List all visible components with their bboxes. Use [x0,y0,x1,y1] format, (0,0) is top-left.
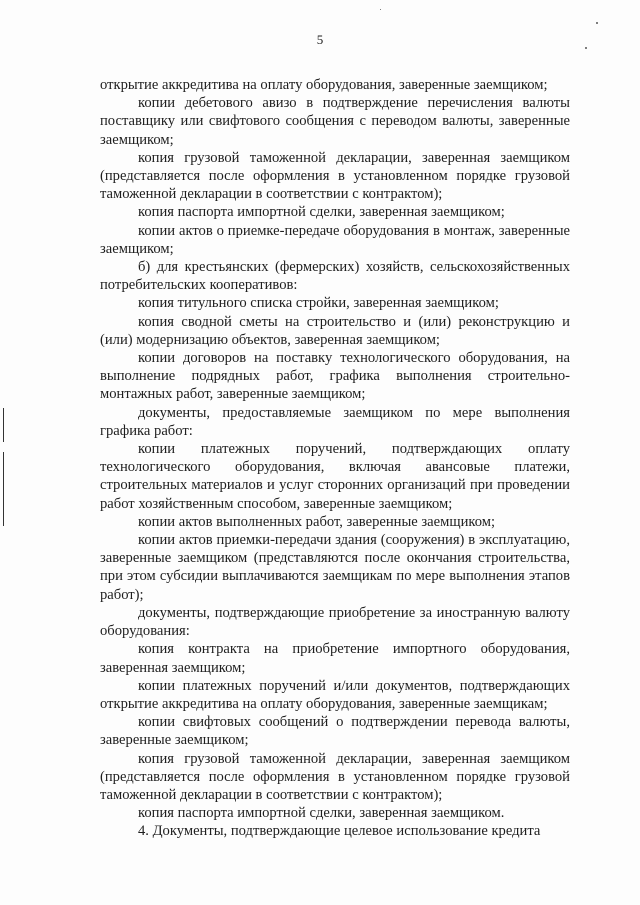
paragraph: б) для крестьянских (фермерских) хозяйств, сельскохозяйственных потребительских кооперативов: [100,259,570,294]
paragraph: копии свифтовых сообщений о подтверждении перевода валюты, заверенные заемщиком; [100,714,570,749]
paragraph: документы, подтверждающие приобретение за иностранную валюту оборудования: [100,604,570,640]
document-body [100,76,570,841]
paragraph: копия грузовой таможенной декларации, заверенная заемщиком (представляется после оформления в установленном порядке грузовой таможенной декларации в соответствии с контрактом); [100,750,570,803]
paragraph: копии дебетового авизо в подтверждение перечисления валюты поставщику или свифтового сообщения с переводом валюты, заверенные заемщиком; [100,95,570,148]
page-number: 5 [316,32,324,47]
scan-artifact-left-edge [3,408,4,442]
paragraph: документы, предоставляемые заемщиком по мере выполнения графика работ: [100,404,570,439]
scan-artifact-dot [585,47,587,49]
scan-artifact-left-edge [3,452,4,526]
paragraph: копия грузовой таможенной декларации, заверенная заемщиком (представляется после оформления в установленном порядке грузовой таможенной декларации в соответствии с контрактом); [100,149,570,203]
paragraph: 4. Документы, подтверждающие целевое использование кредита [138,823,541,840]
paragraph: копия паспорта импортной сделки, заверенная заемщиком. [138,805,505,822]
paragraph: копия титульного списка стройки, заверенная заемщиком; [138,295,499,312]
paragraph: открытие аккредитива на оплату оборудования, заверенные заемщиком; [100,77,548,93]
paragraph: копии актов выполненных работ, заверенные заемщиком; [138,513,496,530]
paragraph: копия сводной сметы на строительство и (или) реконструкцию и (или) модернизацию объектов, заверенная заемщиком; [100,313,570,348]
paragraph: копии платежных поручений, подтверждающих оплату технологического оборудования, включая авансовые платежи, строительных материалов и услуг сторонних организаций при проведении работ хозяйственным способом, заверенные заемщиком; [100,441,570,512]
paragraph: копии платежных поручений и/или документов, подтверждающих открытие аккредитива на оплату оборудования, заверенные заемщикам; [100,677,570,712]
paragraph: копия паспорта импортной сделки, заверенная заемщиком; [138,204,505,221]
paragraph: копии договоров на поставку технологического оборудования, на выполнение подрядных работ, графика выполнения строительно-монтажных работ, заверенные заемщиком; [100,350,570,403]
scan-artifact-dot [380,9,381,10]
paragraph: копия контракта на приобретение импортного оборудования, заверенная заемщиком; [100,641,570,676]
scan-artifact-dot [596,22,598,24]
paragraph: копии актов приемки-передачи здания (сооружения) в эксплуатацию, заверенные заемщиком (представляются после окончания строительства, при этом субсидии выплачиваются заемщикам по мере выполнения этапов работ); [100,532,570,603]
paragraph: копии актов о приемке-передаче оборудования в монтаж, заверенные заемщиком; [100,222,570,257]
